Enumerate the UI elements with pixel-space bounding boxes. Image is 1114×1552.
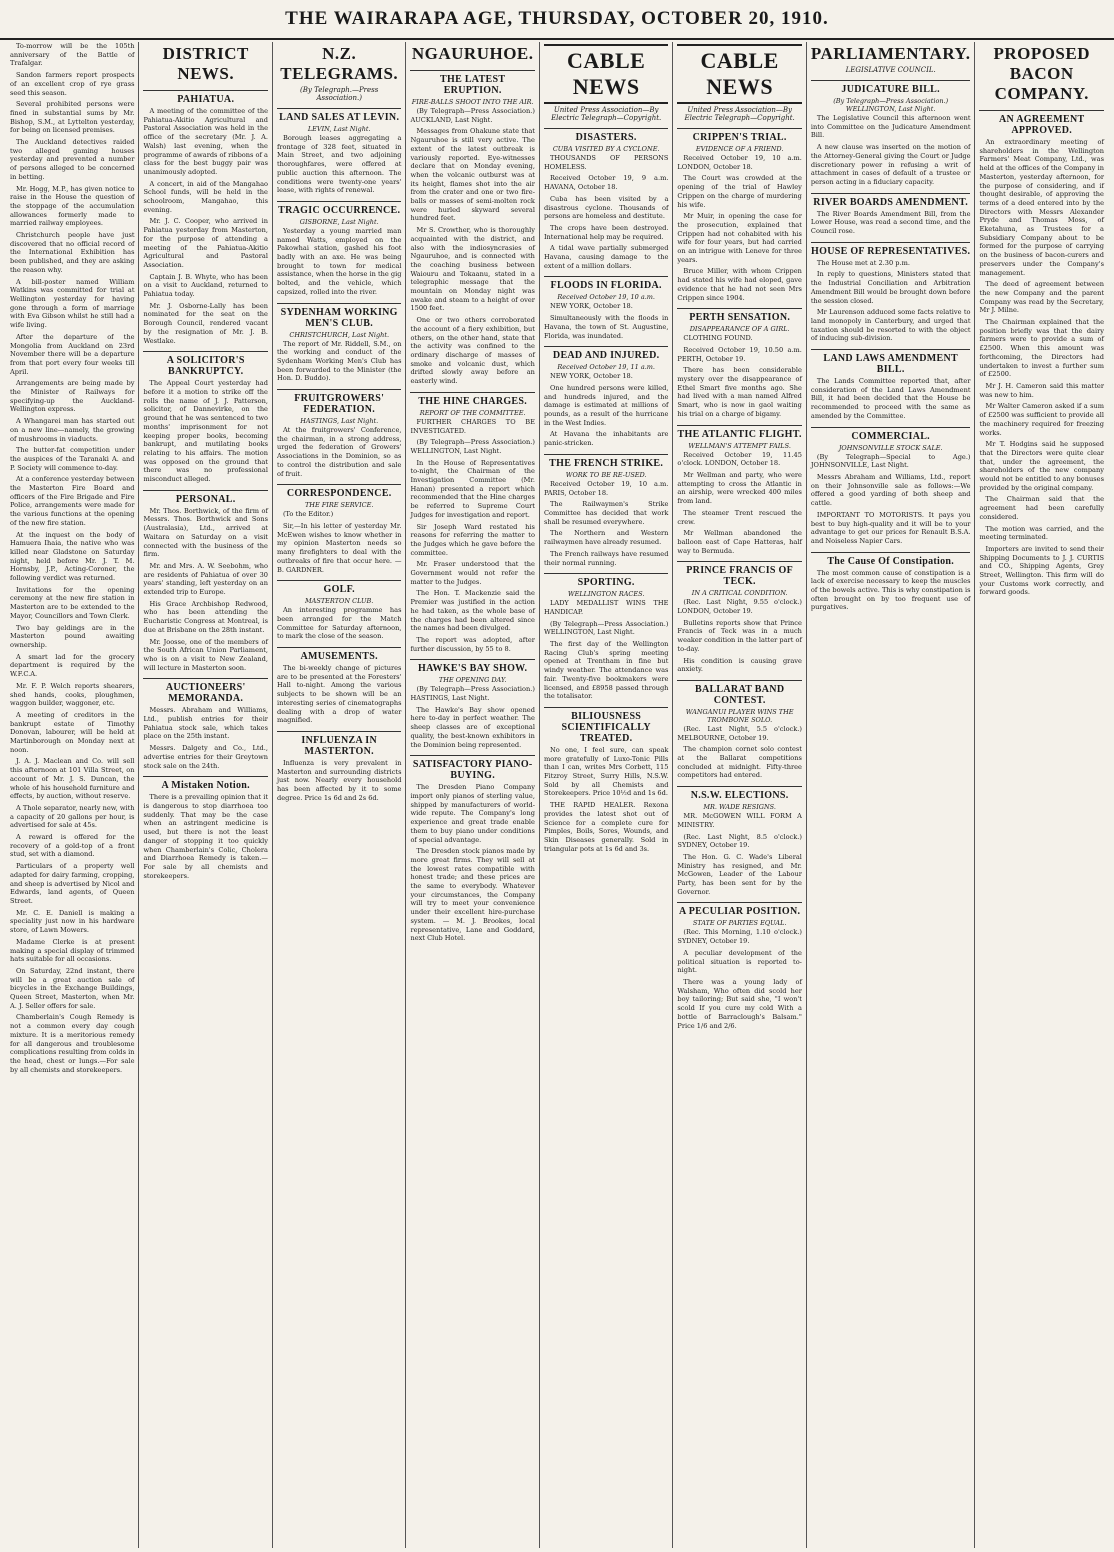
article-paragraph: (Rec. This Morning, 1.10 o'clock.) SYDNEY, October 19. xyxy=(677,928,802,946)
article-paragraph: (To the Editor.) xyxy=(282,510,334,519)
article-headline: FLOODS IN FLORIDA. xyxy=(544,276,668,291)
article-paragraph: His Grace Archbishop Redwood, who has been attending the Eucharistic Congress at Montreal, is due at Brisbane on the 28th instant. xyxy=(143,599,268,634)
article xyxy=(10,42,134,1074)
article-paragraph: Particulars of a property well adapted for dairy farming, cropping, and sheep is advertised by Nicol and Edwards, land agents, of Queen Street. xyxy=(10,862,135,905)
article-paragraph: Mr. Hogg, M.P., has given notice to raise in the House the question of the stoppage of the accumulation allowances formerly made to married railway employees. xyxy=(10,184,135,228)
article-paragraph: Received October 19, 9 a.m. HAVANA, October 18. xyxy=(543,174,669,192)
article-paragraph: A bill-poster named William Watkins was committed for trial at Wellington yesterday for having gone through a form of marriage with Eva Gibson whilst he still had a wife living. xyxy=(10,277,135,330)
article-headline: THE ATLANTIC FLIGHT. xyxy=(677,425,801,440)
column-3 xyxy=(273,42,406,1548)
article xyxy=(277,303,401,384)
article-headline: THE FRENCH STRIKE. xyxy=(544,454,668,469)
article-headline: PRINCE FRANCIS OF TECK. xyxy=(677,561,801,587)
article-paragraph: (By Telegraph—Press Association.) AUCKLAND, Last Night. xyxy=(410,107,535,124)
article xyxy=(677,128,801,302)
article-paragraph: Received October 19, 10 a.m. LONDON, October 18. xyxy=(677,154,802,171)
article-paragraph: A meeting of creditors in the bankrupt estate of Timothy Donovan, labourer, will be held at Martinborough on Monday next at noon. xyxy=(10,710,135,754)
article-paragraph: Invitations for the opening ceremony at the new fire station in Masterton are to be extended to the Mayor, Councillors and Town Clerk. xyxy=(10,585,135,620)
article-paragraph: Cuba has been visited by a disastrous cyclone. Thousands of persons are homeless and destitute. xyxy=(543,194,669,221)
article-paragraph: The bi-weekly change of pictures are to be presented at the Foresters' Hall to-night. Among the various subjects to be shown will be an interesting series of cinematographs dealing with a drop of water magnified. xyxy=(276,664,402,725)
article-paragraph: Christchurch people have just discovered that no official record of the International Exhibition has been published, and they are asking the reason why. xyxy=(10,231,135,274)
article xyxy=(143,90,267,345)
article-paragraph: On Saturday, 22nd instant, there will be a great auction sale of bicycles in the Exchange Buildings, Queen Street, Masterton, when Mr. A. J. Seller offers for sale. xyxy=(10,966,135,1010)
article xyxy=(277,731,401,803)
article-paragraph: A new clause was inserted on the motion of the Attorney-General giving the Court or Judge discretionary power in refusing a writ of attachment in cases of default of a trustee or person acting in a fiduciary capacity. xyxy=(810,143,971,186)
article-paragraph: A tidal wave partially submerged Havana, causing damage to the extent of a million dollars. xyxy=(543,244,669,270)
article xyxy=(544,573,668,701)
article-paragraph: Received October 19, 11.45 o'clock. LONDON, October 18. xyxy=(677,450,802,468)
article-paragraph: Mr Wellman abandoned the balloon east of Cape Hatteras, half way to Bermuda. xyxy=(677,529,802,555)
article-paragraph: Chamberlain's Cough Remedy is not a common every day cough mixture. It is a meritorious remedy for all dangerous and troublesome complications resulting from colds in the head, chest or lungs.—For sale by all chemists and storekeepers. xyxy=(10,1013,135,1074)
article-paragraph: A smart lad for the grocery department is required by the W.F.C.A. xyxy=(10,652,135,679)
article xyxy=(677,561,801,674)
article-paragraph: His condition is causing grave anxiety. xyxy=(677,656,802,674)
article-paragraph: LADY MEDALLIST WINS THE HANDICAP. xyxy=(543,599,669,616)
article-paragraph: The first day of the Wellington Racing Club's spring meeting opened at Trentham in fine but windy weather. The attendance was fair. Twenty-five bookmakers were licensed, and £8958 passed through the totalisator. xyxy=(543,640,669,701)
article-paragraph: Mr J. H. Cameron said this matter was new to him. xyxy=(979,381,1104,399)
article-paragraph: (By Telegraph—Press Association.) WELLINGTON, Last Night. xyxy=(410,438,535,455)
article-paragraph: The Chairman explained that the position briefly was that the dairy farmers were to provide a sum of £2500. When this amount was forthcoming, the Directors had undertaken to invest a further sum of £2500. xyxy=(979,318,1104,379)
article-dateline: CUBA VISITED BY A CYCLONE. xyxy=(552,145,660,153)
article xyxy=(544,276,668,340)
article-paragraph: (By Telegraph—Press Association.) HASTINGS, Last Night. xyxy=(410,685,535,703)
article-paragraph: Mr. J. Osborne-Lally has been nominated for the seat on the Borough Council, rendered vacant by the resignation of Mr. J. B. Westlake. xyxy=(143,301,268,345)
article-paragraph: To-morrow will be the 105th anniversary of the Battle of Trafalgar. xyxy=(10,42,135,68)
article-paragraph: The Chairman said that the agreement had been carefully considered. xyxy=(979,495,1104,521)
article-paragraph: The French railways have resumed their normal running. xyxy=(543,549,669,567)
article-paragraph: Mr Laurenson adduced some facts relative to land monopoly in Canterbury, and urged that taxation should be resorted to with the object of inducing sub-division. xyxy=(810,308,971,343)
column-heading: DISTRICT NEWS. xyxy=(162,44,249,83)
article xyxy=(811,552,971,613)
article-paragraph: Mr. J. C. Cooper, who arrived in Pahiatua yesterday from Masterton, for the purpose of attending a meeting of the Pahiatua-Akitio Agricultural and Pastoral Association. xyxy=(143,217,268,269)
column-1 xyxy=(6,42,139,1548)
article-paragraph: The River Boards Amendment Bill, from the Lower House, was read a second time, and the Council rose. xyxy=(810,209,971,236)
article-headline: The Cause Of Constipation. xyxy=(811,552,971,567)
article-headline: SYDENHAM WORKING MEN'S CLUB. xyxy=(277,303,401,329)
article-dateline: WANGANUI PLAYER WINS THE TROMBONE SOLO. xyxy=(685,707,794,724)
article xyxy=(544,128,668,270)
article-paragraph: Mr Wellman and party, who were attempting to cross the Atlantic in an airship, were wrecked 400 miles from land. xyxy=(677,470,802,506)
article-headline: PERSONAL. xyxy=(143,490,267,505)
article-paragraph: An interesting programme has been arranged for the Match Committee for Saturday afternoon, to mark the close of the season. xyxy=(276,606,402,641)
article-headline: COMMERCIAL. xyxy=(811,427,971,442)
article-paragraph: There was a young lady of Walsham, Who often did scold her boy tailoring; But said she, "I won't scold If you cure my cold With a bottle of Barraclough's Balsam." Price 1/6 and 2/6. xyxy=(677,978,802,1030)
article-paragraph: The Northern and Western railwaymen have already resumed. xyxy=(543,529,669,547)
article-dateline: Received October 19, 11 a.m. xyxy=(557,363,655,372)
article-headline: PERTH SENSATION. xyxy=(677,308,801,323)
article-dateline: JOHNSONVILLE STOCK SALE. xyxy=(838,443,943,452)
article-dateline: EVIDENCE OF A FRIEND. xyxy=(695,145,784,153)
article xyxy=(410,392,534,654)
article-dateline: (By Telegraph—Press Association.) WELLINGTON, Last Night. xyxy=(833,97,949,113)
article-headline: DISASTERS. xyxy=(544,128,668,143)
article-headline: HAWKE'S BAY SHOW. xyxy=(410,659,534,674)
article-paragraph: After the departure of the Mongolia from Auckland on 23rd November there will be a departure from that port every four weeks till April. xyxy=(10,332,135,376)
article-paragraph: The Appeal Court yesterday had before it a motion to strike off the rolls the name of J. J. Patterson, solicitor, of Dannevirke, on the ground that he was sentenced to two months' imprisonment for not keeping proper books, becoming bankrupt, and mutilating books relating to his affairs. The motion was opposed on the ground that there was no professional misconduct alleged. xyxy=(143,379,268,484)
column-heading: CABLE NEWS xyxy=(544,44,668,104)
article-paragraph: Bulletins reports show that Prince Francis of Teck was in a much weaker condition in the latter part of to-day. xyxy=(677,618,802,653)
article xyxy=(677,425,801,556)
article-paragraph: (Rec. Last Night, 5.5 o'clock.) MELBOURNE, October 19. xyxy=(677,724,802,742)
article-headline: LAND SALES AT LEVIN. xyxy=(277,108,401,123)
column-8 xyxy=(975,42,1107,1548)
article-paragraph: IMPORTANT TO MOTORISTS. It pays you best to buy high-quality and it will be to your advantage to get our prices for Renault B.S.A. and Noiseless Napier Cars. xyxy=(810,510,971,545)
article-headline: CORRESPONDENCE. xyxy=(277,484,401,499)
article-paragraph: J. A. J. Maclean and Co. will sell this afternoon at 101 Villa Street, on account of Mr. J. S. Duncan, the whole of his household furniture and effects, by auction, without reserve. xyxy=(10,757,135,801)
article-paragraph: The deed of agreement between the new Company and the parent Company was read by the Secretary, Mr J. Milne. xyxy=(979,280,1104,315)
masthead xyxy=(0,0,1114,40)
article xyxy=(143,490,267,673)
article-dateline: CHRISTCHURCH, Last Night. xyxy=(289,330,390,339)
article xyxy=(811,242,971,343)
article-headline: A PECULIAR POSITION. xyxy=(677,902,801,917)
article xyxy=(811,427,971,546)
article-dateline: THE OPENING DAY. xyxy=(438,676,507,685)
article-paragraph: Madame Clerke is at present making a special display of trimmed hats suitable for all occasions. xyxy=(10,937,135,964)
article-paragraph: The Legislative Council this afternoon went into Committee on the Judicature Amendment Bill. xyxy=(810,114,971,140)
column-4 xyxy=(406,42,539,1548)
article-headline: SPORTING. xyxy=(544,573,668,588)
article-paragraph: Yesterday a young married man named Watts, employed on the Pakowhai station, gashed his foot badly with an axe. He was being brought to town for medical assistance, when the horse in the gig bolted, and the vehicle, which capsized, rolled into the river. xyxy=(276,226,402,296)
article xyxy=(811,193,971,236)
article-headline: DEAD AND INJURED. xyxy=(544,346,668,361)
article-paragraph: Sir,—In his letter of yesterday Mr. McEwen wishes to know whether in my opinion Masterton needs so many firefighters to deal with the outbreaks of fire that occur here. — B. GARDNER. xyxy=(276,521,402,574)
article xyxy=(143,776,267,880)
article-paragraph: A Whangarei man has started out on a new line—namely, the growing of mushrooms in viaducts. xyxy=(10,417,135,443)
article-paragraph: The House met at 2.30 p.m. xyxy=(816,258,910,267)
article-paragraph: NEW YORK, October 18. xyxy=(549,372,633,381)
article-paragraph: Received October 19, 10.50 a.m. PERTH, October 19. xyxy=(677,345,802,363)
article-paragraph: At Havana the inhabitants are panic-stricken. xyxy=(543,430,669,448)
article-paragraph: Sandon farmers report prospects of an excellent crop of rye grass seed this season. xyxy=(10,71,135,97)
article-paragraph: Sir Joseph Ward restated his reasons for referring the matter to the Judges which he gave before the committee. xyxy=(410,522,535,557)
article-paragraph: (Rec. Last Night, 9.55 o'clock.) LONDON, October 19. xyxy=(677,598,802,616)
article-dateline: LEVIN, Last Night. xyxy=(307,125,371,133)
column-subheading: United Press Association—By Electric Telegraph—Copyright. xyxy=(551,106,662,122)
article xyxy=(277,647,401,725)
article xyxy=(277,580,401,641)
article-paragraph: At a conference yesterday between the Masterton Fire Board and officers of the Fire Brigade and Fire Police, arrangements were made for the various functions at the opening of the new fire station. xyxy=(10,475,135,527)
article-paragraph: One or two others corroborated the account of a fiery exhibition, but others, on the other hand, state that the activity was confined to the ordinary discharge of masses of smoke and volcanic dust, which drifted slowly away before an easterly wind. xyxy=(410,316,535,386)
article-paragraph: (By Telegraph—Press Association.) WELLINGTON, Last Night. xyxy=(543,619,669,637)
article-paragraph: The Railwaymen's Strike Committee has decided that work shall be resumed everywhere. xyxy=(543,500,669,526)
article-dateline: DISAPPEARANCE OF A GIRL. xyxy=(689,325,790,334)
article xyxy=(277,389,401,478)
article-paragraph: Mr Walter Cameron asked if a sum of £2500 was sufficient to provide all the machinery required for freezing works. xyxy=(979,402,1104,437)
article-paragraph: A peculiar development of the political situation is reported to-night. xyxy=(677,948,802,975)
column-heading: CABLE NEWS xyxy=(677,44,801,104)
article-headline: THE HINE CHARGES. xyxy=(410,392,534,407)
article-paragraph: The steamer Trent rescued the crew. xyxy=(677,508,802,526)
article-paragraph: (Rec. Last Night, 8.5 o'clock.) SYDNEY, October 19. xyxy=(677,832,802,850)
article-dateline: FIRE-BALLS SHOOT INTO THE AIR. xyxy=(411,98,534,106)
article-paragraph: The Dresden Piano Company import only pianos of sterling value, shipped by manufacturers of world-wide repute. The Company's long experience and great trade enable them to buy piano under conditions of special advantage. xyxy=(410,783,535,844)
article xyxy=(410,70,534,386)
article-paragraph: A concert, in aid of the Mangahao School funds, will be held in the schoolroom, Mangahao, this evening. xyxy=(143,179,268,214)
article-paragraph: No one, I feel sure, can speak more gratefully of Luxo-Tonic Pills than I can, writes Mrs Corbett, 115 Fitzroy Street, Surry Hills, N.S.W. Sold by all Chemists and Storekeepers. Price 10½d and 1s 6d. xyxy=(543,745,669,798)
article-dateline: Received October 19, 10 a.m. xyxy=(557,293,655,302)
article-paragraph: An extraordinary meeting of shareholders in the Wellington Farmers' Meat Company, Ltd., was held at the offices of the Company in Masterton, yesterday afternoon, for the purpose of considering, and if thought desirable, of approving the terms of a deed entered into by the Directors with Messrs Alexander Pryde and Thomas Moss, of Eketahuna, as Trustees for a Subsidiary Company about to be formed for the purpose of carrying on the business of bacon-curers and preservers under the Company's management. xyxy=(979,138,1104,277)
article-paragraph: THOUSANDS OF PERSONS HOMELESS. xyxy=(543,154,669,171)
article xyxy=(811,80,971,187)
article-dateline: STATE OF PARTIES EQUAL. xyxy=(692,919,787,928)
article-dateline: REPORT OF THE COMMITTEE. xyxy=(419,408,526,417)
article-paragraph: One hundred persons were killed, and hundreds injured, and the damage is estimated at millions of pounds, as a result of the hurricane in the West Indies. xyxy=(543,383,669,427)
article-headline: BILIOUSNESS SCIENTIFICALLY TREATED. xyxy=(544,707,668,744)
article xyxy=(677,902,801,1030)
article-paragraph: Mr. Joosse, one of the members of the South African Union Parliament, who is on a visit to New Zealand, will lecture in Masterton soon. xyxy=(143,637,268,672)
column-heading: NGAURUHOE. xyxy=(411,44,534,63)
article-paragraph: Two bay geldings are in the Masterton pound awaiting ownership. xyxy=(10,623,135,649)
article-paragraph: The Hon. T. Mackenzie said the Premier was justified in the action he had taken, as the whole base of the charges had been altered since the names had been divulged. xyxy=(410,589,535,633)
article-paragraph: The crops have been destroyed. International help may be required. xyxy=(543,223,669,241)
article xyxy=(277,201,401,297)
article-paragraph: Mr Muir, in opening the case for the prosecution, explained that Crippen had not cohabited with his wife for four years, but had carried on an intrigue with Leneve for three years. xyxy=(677,212,802,264)
article xyxy=(410,659,534,749)
column-5 xyxy=(540,42,673,1548)
column-2 xyxy=(139,42,272,1548)
article-dateline: WELLMAN'S ATTEMPT FAILS. xyxy=(688,441,791,450)
article-dateline: MASTERTON CLUB. xyxy=(305,597,374,606)
article-paragraph: The butter-fat competition under the auspices of the Taranaki A. and P. Society will commence to-day. xyxy=(10,446,135,472)
article-paragraph: Mr S. Crowther, who is thoroughly acquainted with the district, and also with the indiosyncrasies of Ngauruhoe, and is connected with the coaching business between Waiouru and Tokaanu, stated in a telegraphic message that the mountain on Monday night was awake and steam to a height of over 1500 feet. xyxy=(410,226,535,313)
article-paragraph: Messrs. Dalgety and Co., Ltd., advertise entries for their Greytown stock sale on the 24th. xyxy=(143,744,268,770)
article xyxy=(277,108,401,195)
article-headline: CRIPPEN'S TRIAL. xyxy=(677,128,801,143)
article-headline: GOLF. xyxy=(277,580,401,595)
article-dateline: WORK TO BE RE-USED. xyxy=(565,470,647,479)
article-paragraph: Messrs Abraham and Williams, Ltd., report on their Johnsonville sale as follows:—We offered a good yarding of both sheep and cattle. xyxy=(810,472,971,508)
article-dateline: IN A CRITICAL CONDITION. xyxy=(691,589,788,598)
article-paragraph: Captain J. B. Whyte, who has been on a visit to Auckland, returned to Pahiatua today. xyxy=(143,272,268,299)
article-paragraph: Mr. and Mrs. A. W. Seebohm, who are residents of Pahiatua of over 30 years' standing, left yesterday on an extended trip to Europe. xyxy=(143,561,268,597)
article-paragraph: Mr. Fraser understood that the Government would not refer the matter to the Judges. xyxy=(410,560,535,586)
article xyxy=(811,349,971,421)
article-paragraph: The Hawke's Bay show opened here to-day in perfect weather. The sheep classes are of exceptional quality, the best-known exhibitors in the Dominion being represented. xyxy=(410,705,535,749)
article-paragraph: The motion was carried, and the meeting terminated. xyxy=(979,524,1104,542)
article-paragraph: NEW YORK, October 18. xyxy=(549,302,633,311)
article-paragraph: Mr. Thos. Borthwick, of the firm of Messrs. Thos. Borthwick and Sons (Australasia), Ltd., arrived at Waitara on Saturday on a visit connected with the business of the firm. xyxy=(143,506,268,559)
article-headline: TRAGIC OCCURRENCE. xyxy=(277,201,401,216)
article-paragraph: The Hon. G. C. Wade's Liberal Ministry has resigned, and Mr. McGowen, Leader of the Labour Party, has been sent for by the Governor. xyxy=(677,852,802,896)
article-paragraph: A reward is offered for the recovery of a gold-top of a front stud, set with a diamond. xyxy=(10,833,135,859)
column-subheading: United Press Association—By Electric Telegraph—Copyright. xyxy=(684,106,795,122)
masthead-title: THE WAIRARAPA AGE, THURSDAY, OCTOBER 20, 1910. xyxy=(285,8,829,29)
article-paragraph: THE RAPID HEALER. Rexona provides the latest shot out of Science for a complete cure for Pimples, Boils, Sores, Wounds, and Skin Diseases generally. Sold in triangular pots at 1s 6d and 3s. xyxy=(543,801,669,853)
column-heading: PARLIAMENTARY. xyxy=(810,44,971,63)
article-paragraph: Mr. F. P. Welch reports shearers, shed hands, cooks, ploughmen, waggon builder, waggoner, etc. xyxy=(10,681,135,708)
columns-container xyxy=(6,42,1108,1548)
column-heading: PROPOSED BACON COMPANY. xyxy=(993,44,1090,103)
article xyxy=(677,308,801,418)
article-paragraph: Simultaneously with the floods in Havana, the town of St. Augustine, Florida, was inundated. xyxy=(543,314,669,340)
column-7 xyxy=(807,42,976,1548)
article-paragraph: A meeting of the committee of the Pahiatua-Akitio Agricultural and Pastoral Association was held in the office of the secretary (Mr. J. A. Walsh) last evening, when the programme of awards of ribbons of a class for the best buggy pair was unanimously adopted. xyxy=(143,107,268,176)
article-paragraph: The Lands Committee reported that, after consideration of the Land Laws Amendment Bill, it had been decided that the House be recommended to proceed with the same as amended by the Committee. xyxy=(810,377,971,420)
column-subheading: LEGISLATIVE COUNCIL. xyxy=(845,66,936,74)
article-paragraph: Borough leases aggregating a frontage of 328 feet, situated in Main Street, and two adjoining thoroughfares, were offered at public auction this afternoon. The conditions were twenty-one years' lease, with rights of renewal. xyxy=(276,134,402,195)
article-paragraph: There has been considerable mystery over the disappearance of Ethel Smart five months ago. She had lived with a man named Alfred Smart, who is now in gaol waiting his trial on a charge of bigamy. xyxy=(677,366,802,418)
article xyxy=(143,351,267,483)
article-headline: BALLARAT BAND CONTEST. xyxy=(677,680,801,706)
article xyxy=(544,707,668,853)
article-dateline: MR. WADE RESIGNS. xyxy=(703,803,776,812)
column-6 xyxy=(673,42,806,1548)
article xyxy=(544,346,668,448)
article-headline: THE LATEST ERUPTION. xyxy=(410,70,534,96)
article-dateline: HASTINGS, Last Night. xyxy=(300,417,379,426)
article-paragraph: At the inquest on the body of Hamuera Ihaia, the native who was killed near Gladstone on Saturday night, held before Mr. J. T. M. Hornsby, J.P., Acting-Coroner, the following verdict was returned. xyxy=(10,530,135,583)
article-paragraph: Messrs. Abraham and Williams, Ltd., publish entries for their Pahiatua stock sale, which takes place on the 25th instant. xyxy=(143,706,268,741)
article-headline: AN AGREEMENT APPROVED. xyxy=(979,110,1103,136)
article-dateline: THE FIRE SERVICE. xyxy=(304,501,374,510)
article-headline: JUDICATURE BILL. xyxy=(811,80,971,95)
article-paragraph: Arrangements are being made by the Minister of Railways for specifying-up the Auckland-Wellington express. xyxy=(10,379,135,414)
article-paragraph: FURTHER CHARGES TO BE INVESTIGATED. xyxy=(410,417,535,435)
article xyxy=(143,678,267,770)
article-headline: SATISFACTORY PIANO-BUYING. xyxy=(410,755,534,781)
article xyxy=(410,755,534,943)
article-paragraph: Bruce Miller, with whom Crippen had stated his wife had eloped, gave evidence that he had not seen Mrs Crippen since 1904. xyxy=(677,267,802,302)
article-headline: HOUSE OF REPRESENTATIVES. xyxy=(811,242,971,257)
article-headline: INFLUENZA IN MASTERTON. xyxy=(277,731,401,757)
article-paragraph: Messages from Ohakune state that Ngauruhoe is still very active. The extent of the latest outbreak is variously reported. Eye-witnesses declare that on Monday evening, when the volcanic outburst was at its height, flames shot into the air from the crater and one or two fire-balls or masses of semi-molten rock were hurled skyward several hundred feet. xyxy=(410,127,535,223)
article-dateline: GISBORNE, Last Night. xyxy=(299,217,379,226)
article-headline: A Mistaken Notion. xyxy=(143,776,267,791)
article-headline: AMUSEMENTS. xyxy=(277,647,401,662)
article-paragraph: The report of Mr. Riddell, S.M., on the working and conduct of the Sydenham Working Men's Club has been forwarded to the Minister (the Hon. D. Buddo). xyxy=(276,339,402,383)
article xyxy=(677,786,801,896)
article-dateline: WELLINGTON RACES. xyxy=(567,590,645,599)
column-heading: N.Z. TELEGRAMS. xyxy=(280,44,399,83)
article xyxy=(277,484,401,574)
article-headline: N.S.W. ELECTIONS. xyxy=(677,786,801,801)
article-paragraph: There is a prevailing opinion that it is dangerous to stop diarrhoea too suddenly. That may be the case when an astringent medicine is used, but there is not the least danger of stopping it too quickly when Chamberlain's Colic, Cholera and Diarrhoea Remedy is taken.—For sale by all chemists and storekeepers. xyxy=(143,793,268,880)
article xyxy=(677,680,801,780)
article-headline: LAND LAWS AMENDMENT BILL. xyxy=(811,349,971,375)
article-paragraph: The Court was crowded at the opening of the trial of Hawley Crippen on the charge of murdering his wife. xyxy=(677,174,802,209)
article-paragraph: At the fruitgrowers' Conference, the chairman, in a strong address, urged the federation of Growers' Associations in the Dominion, so as to control the distribution and sale of fruit. xyxy=(276,426,402,478)
article-paragraph: Importers are invited to send their Shipping Documents to J. J. CURTIS and CO., Shipping Agents, Grey Street, Wellington. This firm will do your Customs work correctly, and forward goods. xyxy=(979,544,1104,597)
article-headline: AUCTIONEERS' MEMORANDA. xyxy=(143,678,267,704)
article xyxy=(979,110,1103,542)
article-paragraph: The report was adopted, after further discussion, by 55 to 8. xyxy=(410,635,535,653)
column-subheading: (By Telegraph.—Press Association.) xyxy=(300,86,379,102)
article-paragraph: (By Telegraph—Special to Age.) JOHNSONVILLE, Last Night. xyxy=(810,452,971,470)
article xyxy=(979,545,1103,597)
article-headline: FRUITGROWERS' FEDERATION. xyxy=(277,389,401,415)
article-paragraph: The Auckland detectives raided two alleged gaming houses yesterday and prevented a number of persons alleged to be concerned in betting. xyxy=(10,138,135,181)
article-paragraph: Mr T. Hodgins said he supposed that the Directors were quite clear that, under the agreement, the shareholders of the new company would not be entitled to any bonuses provided by the original company. xyxy=(979,440,1104,492)
article-headline: RIVER BOARDS AMENDMENT. xyxy=(811,193,971,208)
article-paragraph: The most common cause of constipation is a lack of exercise necessary to keep the muscles of the bowels active. This is why constipation is often brought on by too frequent use of purgatives. xyxy=(810,568,971,612)
article-paragraph: In reply to questions, Ministers stated that the Industrial Conciliation and Arbitration Amendment Bill would be brought down before the session closed. xyxy=(810,270,971,305)
article-paragraph: Influenza is very prevalent in Masterton and surrounding districts just now. Nearly every household has been affected by it to some degree. Price 1s 6d and 2s 6d. xyxy=(276,758,402,802)
article xyxy=(544,454,668,567)
article-paragraph: A Thole separator, nearly new, with a capacity of 20 gallons per hour, is advertised for sale at 45s. xyxy=(10,803,135,830)
article-paragraph: MR. McGOWEN WILL FORM A MINISTRY. xyxy=(677,812,802,829)
article-paragraph: Mr. C. E. Daniell is making a speciality just now in his hardware store, of Lawn Mowers. xyxy=(10,908,135,935)
article-paragraph: Received October 19, 10 a.m. PARIS, October 18. xyxy=(543,479,669,497)
article-paragraph: Several prohibited persons were fined in substantial sums by Mr. Bishop, S.M., at Lyttelton yesterday, for being on licensed premises. xyxy=(10,100,135,135)
article-paragraph: The Dresden stock pianos made by more great firms. They will sell at the lowest rates compatible with honest trade; and these prices are the same to everybody. Whatever your circumstances, the Company will try to meet your convenience under their excellent hire-purchase system. — M. J. Brookes, local representative, Lane and Goddard, next Club Hotel. xyxy=(410,847,535,943)
article-paragraph: CLOTHING FOUND. xyxy=(683,334,753,343)
article-paragraph: In the House of Representatives to-night, the Chairman of the Investigation Committee (Mr. Hanan) presented a report which recommended that the Hine charges be referred to Supreme Court Judges for investigation and report. xyxy=(410,458,535,519)
article-headline: PAHIATUA. xyxy=(143,90,267,105)
article-paragraph: The champion cornet solo contest at the Ballarat competitions concluded at midnight. Fifty-three competitors had entered. xyxy=(677,745,802,780)
article-headline: A SOLICITOR'S BANKRUPTCY. xyxy=(143,351,267,377)
